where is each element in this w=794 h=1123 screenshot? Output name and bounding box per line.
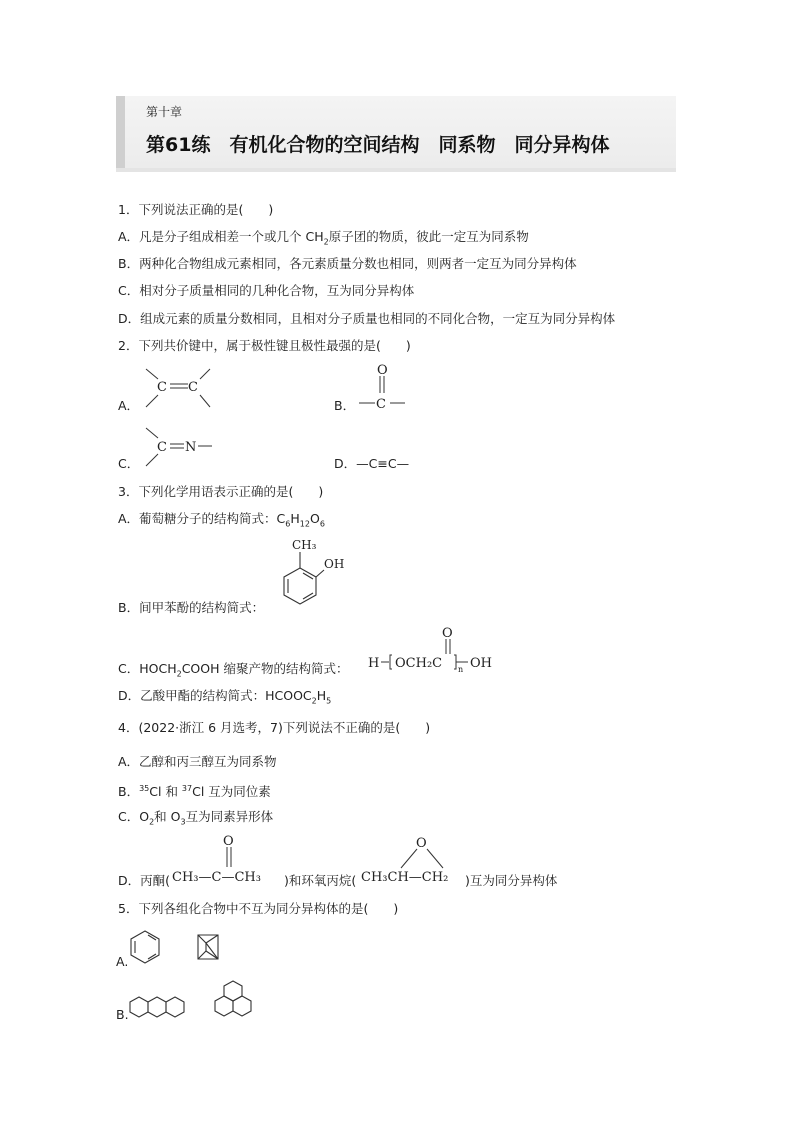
carbonyl-oxygen: O (442, 626, 453, 641)
q5-option-a-label: A. (116, 954, 129, 969)
q3-stem: 3．下列化学用语表示正确的是( ) (118, 484, 324, 499)
methyl-group: CH₃ (292, 538, 317, 552)
acetone-structure (172, 832, 284, 890)
hydrogen-end: H (368, 656, 380, 671)
q4-option-b: B．$^{35}$Cl 和 $^{37}$Cl 互为同位素 (118, 784, 271, 800)
q2-option-a-label: A． (118, 398, 140, 413)
q4-stem: 4．(2022·浙江 6 月选考，7)下列说法不正确的是( ) (118, 720, 431, 735)
header-accent-bar (116, 96, 125, 168)
benzene-structure (128, 928, 168, 968)
propylene-oxide-formula: CH₃CH—CH₂ (361, 870, 449, 885)
q2-option-c-label: C． (118, 456, 140, 471)
chapter-label: 第十章 (146, 105, 183, 119)
q2-option-b-label: B． (334, 398, 356, 413)
repeat-count: n (458, 665, 464, 674)
q3-option-b: B．间甲苯酚的结构简式： (118, 600, 265, 615)
q4-option-a: A．乙醇和丙三醇互为同系物 (118, 754, 277, 769)
prismane-structure (194, 929, 226, 969)
carbon-atom-right: C (188, 380, 198, 395)
q1-option-a: A．凡是分子组成相差一个或几个 $CH_2$原子团的物质，彼此一定互为同系物 (118, 229, 529, 247)
acetone-formula: CH₃—C—CH₃ (172, 870, 261, 885)
q5-stem: 5．下列各组化合物中不互为同分异构体的是( ) (118, 901, 399, 916)
m-cresol-structure (278, 534, 358, 614)
q3-option-c: C．$HOCH_2COOH$ 缩聚产物的结构简式： (118, 661, 349, 679)
phenalene-structure (212, 979, 256, 1023)
anthracene-structure (128, 990, 198, 1024)
q1-option-c: C．相对分子质量相同的几种化合物，互为同分异构体 (118, 283, 415, 298)
page-title: 第61练 有机化合物的空间结构 同系物 同分异构体 (146, 134, 610, 156)
q3-option-d: D．乙酸甲酯的结构简式：$HCOOC_2H_5$ (118, 688, 332, 706)
propylene-oxide-structure (361, 832, 471, 890)
carbonyl-structure (355, 360, 415, 415)
carbon-atom: C (376, 397, 386, 412)
q1-option-b: B．两种化合物组成元素相同，各元素质量分数也相同，则两者一定互为同分异构体 (118, 256, 577, 271)
q1-stem: 1．下列说法正确的是( ) (118, 202, 274, 217)
q4-option-d-mid: )和环氧丙烷( (284, 873, 357, 888)
epoxide-oxygen: O (416, 836, 427, 851)
q4-option-d-post: )互为同分异构体 (465, 873, 558, 888)
cc-double-bond-structure (140, 365, 220, 410)
carbon-atom-left: C (157, 380, 167, 395)
q3-option-a: A．葡萄糖分子的结构简式：$C_6H_{12}O_6$ (118, 511, 325, 529)
polyglycolic-acid-structure (368, 624, 508, 674)
q5-option-b-label: B. (116, 1007, 129, 1022)
q4-option-d-pre: D．丙酮( (118, 873, 171, 888)
header-underline (116, 168, 676, 172)
hydroxyl-end: OH (470, 656, 492, 671)
q1-option-d: D．组成元素的质量分数相同，且相对分子质量也相同的不同化合物，一定互为同分异构体 (118, 311, 616, 326)
acetone-oxygen: O (223, 834, 234, 849)
cn-double-bond-structure (140, 424, 220, 469)
nitrogen-atom: N (185, 440, 197, 455)
q2-option-d: D．—C≡C— (334, 456, 410, 471)
q4-option-c: C．$O_2$和 $O_3$互为同素异形体 (118, 809, 274, 827)
repeat-unit: OCH₂C (395, 656, 443, 671)
carbon-atom: C (157, 440, 167, 455)
hydroxyl-group: OH (324, 557, 345, 571)
oxygen-atom: O (377, 363, 388, 378)
q2-stem: 2．下列共价键中，属于极性键且极性最强的是( ) (118, 338, 411, 353)
